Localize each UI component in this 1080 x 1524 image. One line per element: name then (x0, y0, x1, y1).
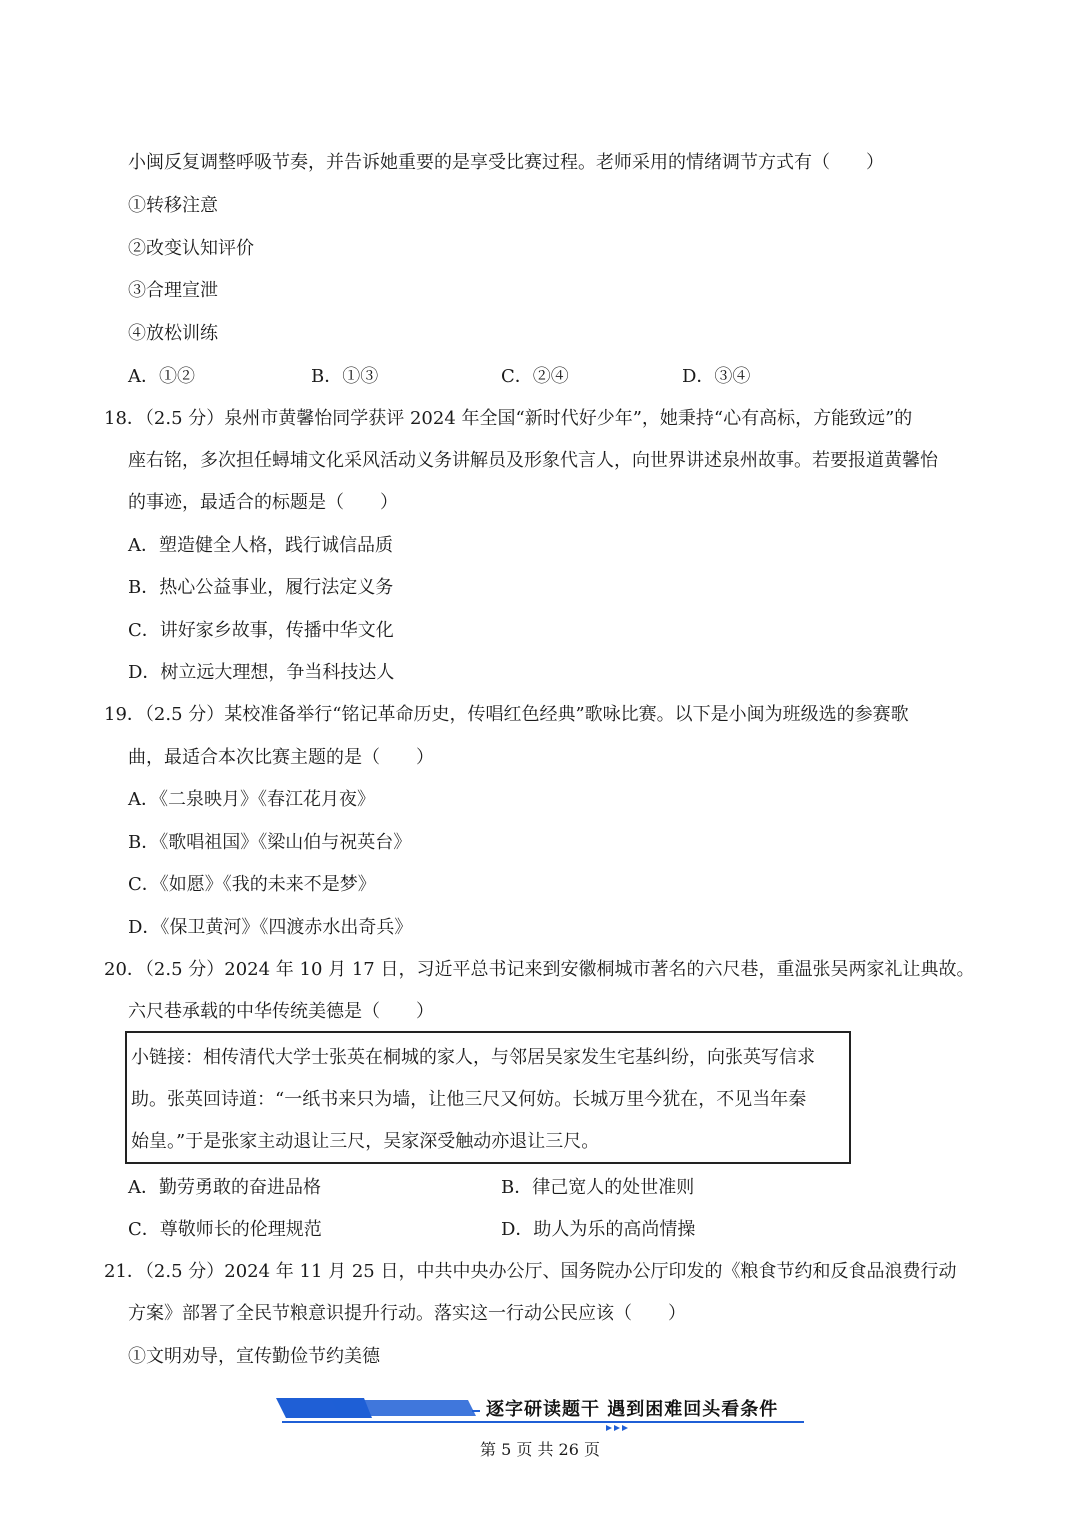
q20-option-d[interactable]: D．助人为乐的高尚情操 (501, 1219, 696, 1240)
q20-option-b[interactable]: B．律己宽人的处世准则 (501, 1177, 695, 1198)
q21-stem-line-1: 21．（2.5 分）2024 年 11 月 25 日，中共中央办公厅、国务院办公厅印发的《粮食节约和反食品浪费行动 (104, 1261, 957, 1282)
q20-material-line-3: 始皇。”于是张家主动退让三尺，吴家深受触动亦退让三尺。 (131, 1131, 600, 1152)
q20-option-a[interactable]: A．勤劳勇敢的奋进品格 (128, 1177, 321, 1198)
banner-arrow-3 (622, 1425, 628, 1431)
q17-item-1: ①转移注意 (128, 195, 218, 216)
q18-stem-line-3: 的事迹，最适合的标题是（ ） (128, 492, 398, 513)
q17-stem: 小闽反复调整呼吸节奏，并告诉她重要的是享受比赛过程。老师采用的情绪调节方式有（ ） (128, 152, 884, 173)
q18-option-c[interactable]: C．讲好家乡故事，传播中华文化 (128, 620, 394, 641)
q19-option-a[interactable]: A．《二泉映月》《春江花月夜》 (128, 789, 375, 810)
page-number: 第 5 页 共 26 页 (480, 1440, 600, 1459)
q17-item-2: ②改变认知评价 (128, 238, 254, 259)
q17-item-4: ④放松训练 (128, 323, 218, 344)
footer-slogan: 逐字研读题干 遇到困难回头看条件 (486, 1399, 779, 1420)
banner-arrow-1 (606, 1425, 612, 1431)
q17-item-3: ③合理宣泄 (128, 280, 218, 301)
q17-choice-c[interactable]: C．②④ (501, 366, 569, 387)
q17-choice-d[interactable]: D．③④ (682, 366, 751, 387)
q18-stem-line-1: 18．（2.5 分）泉州市黄馨怡同学获评 2024 年全国“新时代好少年”，她秉持“心有高标，方能致远”的 (104, 408, 913, 429)
q18-option-b[interactable]: B．热心公益事业，履行法定义务 (128, 577, 394, 598)
q17-choices (0, 364, 1080, 390)
q20-option-c[interactable]: C．尊敬师长的伦理规范 (128, 1219, 322, 1240)
q20-material-line-2: 助。张英回诗道：“一纸书来只为墙，让他三尺又何妨。长城万里今犹在，不见当年秦 (131, 1089, 807, 1110)
q20-material-box (125, 1031, 851, 1164)
q18-stem-line-2: 座右铭，多次担任蟳埔文化采风活动义务讲解员及形象代言人，向世界讲述泉州故事。若要报道黄馨怡 (128, 450, 938, 471)
q20-material-line-1: 小链接：相传清代大学士张英在桐城的家人，与邻居吴家发生宅基纠纷，向张英写信求 (131, 1047, 815, 1068)
banner-arrow-2 (614, 1425, 620, 1431)
q18-option-d[interactable]: D．树立远大理想，争当科技达人 (128, 662, 395, 683)
q20-stem-line-2: 六尺巷承载的中华传统美德是（ ） (128, 1001, 434, 1022)
q21-item-1: ①文明劝导，宣传勤俭节约美德 (128, 1346, 380, 1367)
q17-choice-b[interactable]: B．①③ (311, 366, 379, 387)
q18-option-a[interactable]: A．塑造健全人格，践行诚信品质 (128, 535, 393, 556)
q17-choice-a[interactable]: A．①② (128, 366, 195, 387)
q21-stem-line-2: 方案》部署了全民节粮意识提升行动。落实这一行动公民应该（ ） (128, 1303, 686, 1324)
q20-stem-line-1: 20．（2.5 分）2024 年 10 月 17 日，习近平总书记来到安徽桐城市著名的六尺巷，重温张吴两家礼让典故。 (104, 959, 975, 980)
q19-option-d[interactable]: D．《保卫黄河》《四渡赤水出奇兵》 (128, 917, 413, 938)
q19-option-c[interactable]: C．《如愿》《我的未来不是梦》 (128, 874, 376, 895)
banner-blue-stripe (332, 1400, 476, 1416)
q19-option-b[interactable]: B．《歌唱祖国》《梁山伯与祝英台》 (128, 832, 412, 853)
q19-stem-line-1: 19．（2.5 分）某校准备举行“铭记革命历史，传唱红色经典”歌咏比赛。以下是小闽为班级选的参赛歌 (104, 704, 909, 725)
q19-stem-line-2: 曲，最适合本次比赛主题的是（ ） (128, 747, 434, 768)
